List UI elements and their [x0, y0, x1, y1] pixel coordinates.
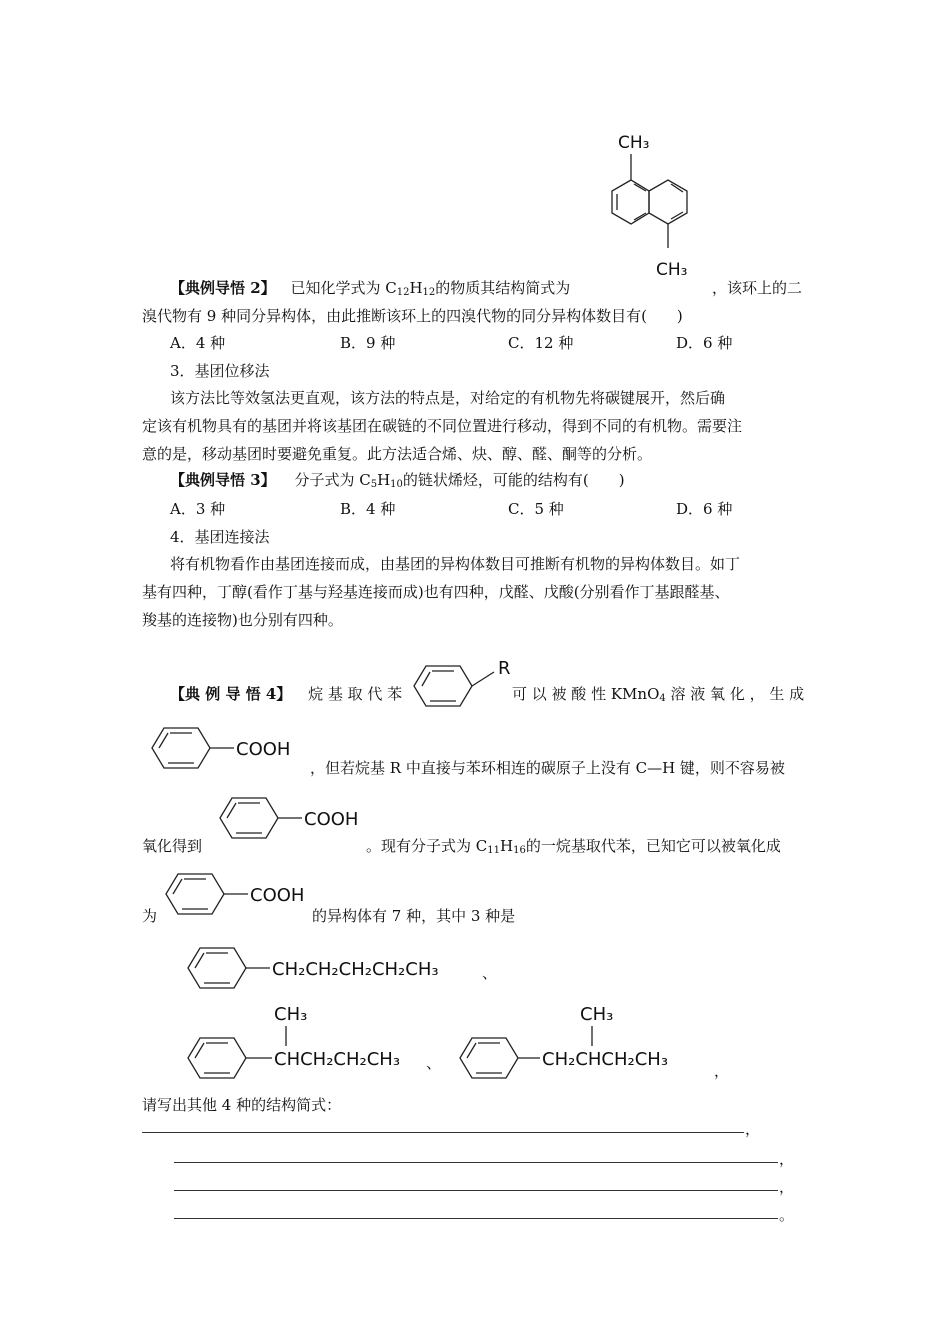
sec3-p3: 意的是，移动基团时要避免重复。此方法适合烯、炔、醇、醛、酮等的分析。 — [142, 445, 653, 463]
ex4-line4: 的异构体有 7 种，其中 3 种是 — [312, 907, 516, 925]
svg-text:COOH: COOH — [236, 739, 291, 760]
methylbutyl-benzene-structure-2 — [452, 996, 722, 1086]
ex4-label: 【典 例 导 悟 4】 — [170, 685, 292, 703]
sec4-heading: 4．基团连接法 — [170, 528, 270, 546]
ch3-bottom-label: CH₃ — [656, 260, 688, 280]
methylbutyl-benzene-structure-1 — [180, 996, 440, 1086]
answer-prompt: 请写出其他 4 种的结构简式： — [142, 1096, 342, 1114]
ex3-line: 【典例导悟 3】 分子式为 $C_5H_{10}$的链状烯烃，可能的结构有( ) — [170, 471, 625, 490]
ch3-top-label: CH₃ — [618, 133, 650, 153]
ex2-label: 【典例导悟 2】 — [170, 279, 276, 297]
benzene-r-structure — [404, 650, 524, 720]
sec3-p2: 定该有机物具有的基团并将该基团在碳链的不同位置进行移动，得到不同的有机物。需要注 — [142, 417, 743, 435]
ex2-option-b[interactable]: B．9 种 — [340, 334, 396, 352]
dimethylnaphthalene-structure — [590, 128, 700, 288]
answer-blank-1[interactable] — [142, 1132, 744, 1133]
ex4-line3-start: 氧化得到 — [142, 837, 203, 855]
ex2-option-d[interactable]: D．6 种 — [676, 334, 733, 352]
answer-blank-3[interactable] — [174, 1190, 778, 1191]
svg-text:CH₃: CH₃ — [580, 1004, 614, 1025]
ex4-line4-start: 为 — [142, 907, 158, 925]
benzoic-acid-structure-2 — [212, 790, 372, 846]
ex2-line2: 溴代物有 9 种同分异构体，由此推断该环上的四溴代物的同分异构体数目有( ) — [142, 307, 683, 325]
separator-1: 、 — [482, 964, 498, 982]
svg-text:CH₂CH₂CH₂CH₂CH₃: CH₂CH₂CH₂CH₂CH₃ — [272, 959, 439, 980]
ex2-line1-tail: ，该环上的二 — [712, 279, 803, 297]
pentylbenzene-structure — [180, 940, 510, 996]
ex4-line2: ，但若烷基 R 中直接与苯环相连的碳原子上没有 C—H 键，则不容易被 — [310, 759, 785, 777]
ex2-line1: 【典例导悟 2】 已知化学式为 $C_{12}H_{12}$的物质其结构简式为 — [170, 279, 571, 298]
sec4-p1: 将有机物看作由基团连接而成，由基团的异构体数目可推断有机物的异构体数目。如丁 — [170, 555, 741, 573]
svg-text:COOH: COOH — [250, 885, 305, 906]
ex3-option-b[interactable]: B．4 种 — [340, 500, 396, 518]
answer-blank-4[interactable] — [174, 1218, 778, 1219]
separator-2: 、 — [426, 1054, 442, 1072]
sec3-p1: 该方法比等效氢法更直观，该方法的特点是，对给定的有机物先将碳键展开，然后确 — [170, 389, 726, 407]
benzoic-acid-structure-3 — [158, 866, 318, 922]
svg-text:CHCH₂CH₂CH₃: CHCH₂CH₂CH₃ — [274, 1049, 401, 1070]
svg-text:COOH: COOH — [304, 809, 359, 830]
sec4-p2: 基有四种，丁醇(看作丁基与羟基连接而成)也有四种，戊醛、戊酸(分别看作丁基跟醛基、 — [142, 583, 730, 601]
benzoic-acid-structure-1 — [144, 720, 304, 776]
separator-3: ， — [714, 1062, 730, 1080]
ex3-option-c[interactable]: C．5 种 — [508, 500, 564, 518]
ex3-option-a[interactable]: A．3 种 — [170, 500, 226, 518]
ex4-line1: 【典 例 导 悟 4】 烷 基 取 代 苯 — [170, 685, 403, 703]
answer-blank-2[interactable] — [174, 1162, 778, 1163]
ex2-option-a[interactable]: A．4 种 — [170, 334, 226, 352]
r-label: R — [498, 658, 511, 679]
sec4-p3: 羧基的连接物)也分别有四种。 — [142, 611, 343, 629]
ex4-line1-tail: 可 以 被 酸 性 KMnO$_4$ 溶 液 氧 化 ， 生 成 — [512, 685, 805, 704]
ex3-label: 【典例导悟 3】 — [170, 471, 276, 489]
svg-text:CH₃: CH₃ — [274, 1004, 308, 1025]
ex3-option-d[interactable]: D．6 种 — [676, 500, 733, 518]
sec3-heading: 3．基团位移法 — [170, 362, 270, 380]
ex4-line3: 。现有分子式为 $C_{11}H_{16}$的一烷基取代苯，已知它可以被氧化成 — [366, 837, 781, 856]
svg-text:CH₂CHCH₂CH₃: CH₂CHCH₂CH₃ — [542, 1049, 669, 1070]
ex2-option-c[interactable]: C．12 种 — [508, 334, 574, 352]
